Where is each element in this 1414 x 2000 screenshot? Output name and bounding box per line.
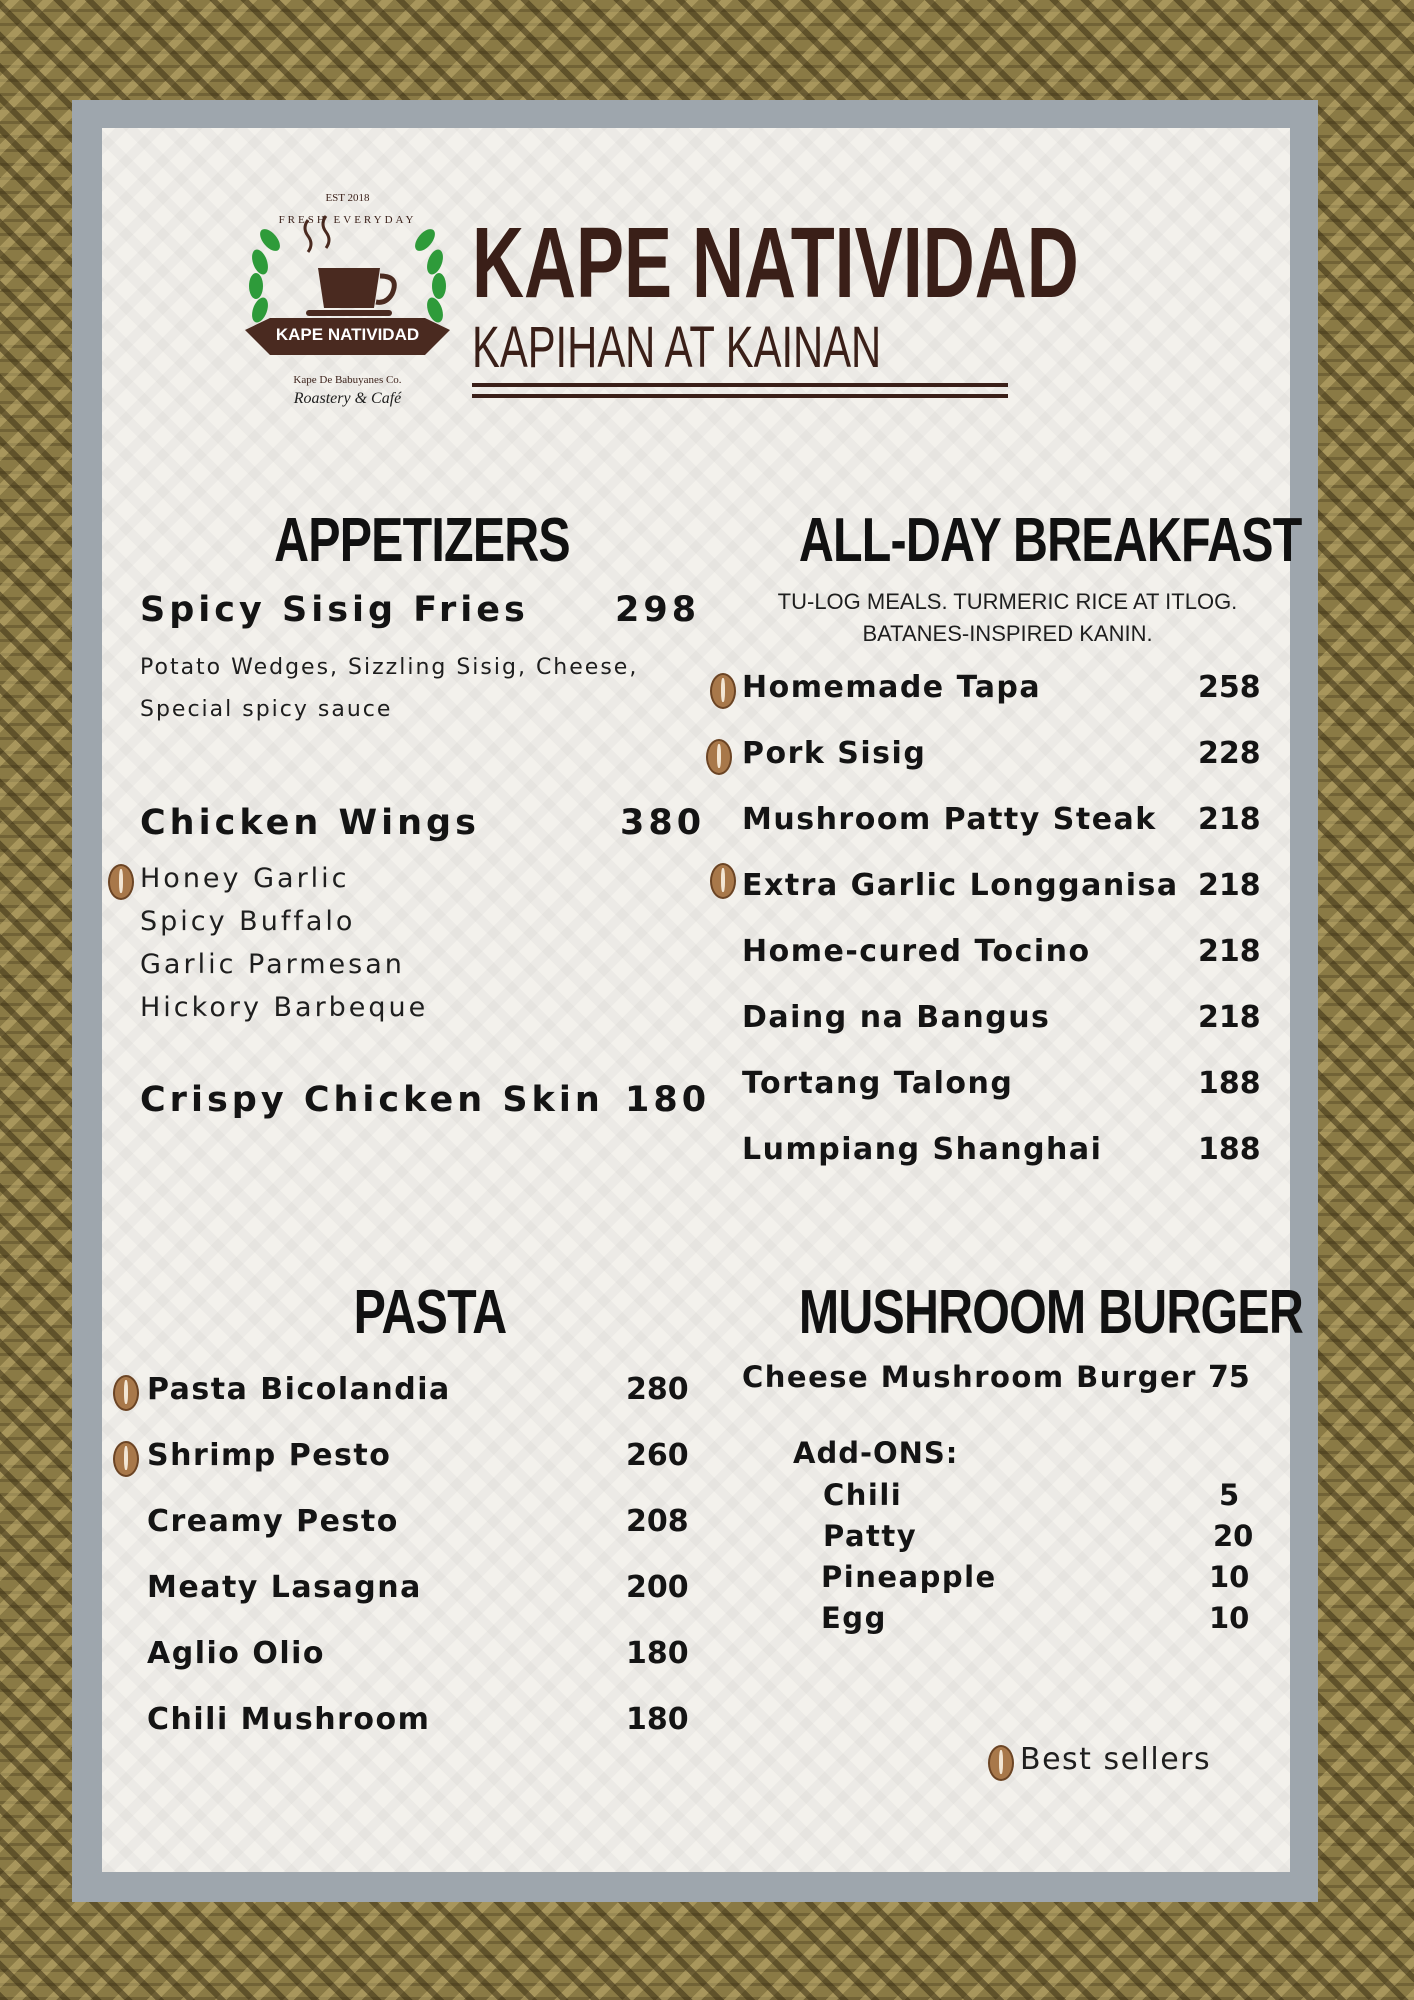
best-seller-bean-icon (113, 1375, 139, 1411)
wing-flavor: Hickory Barbeque (140, 992, 429, 1023)
logo-est: EST 2018 (325, 192, 370, 204)
menu-item-meaty-lasagna: Meaty Lasagna (147, 1570, 422, 1605)
menu-item-lumpiang-shanghai: Lumpiang Shanghai (742, 1132, 1103, 1167)
title-divider-2 (472, 394, 1008, 398)
breakfast-title: ALL-DAY BREAKFAST (798, 506, 1302, 575)
price-tortang-talong: 188 (1198, 1066, 1261, 1101)
price-extra-garlic-longganisa: 218 (1198, 868, 1261, 903)
price-meaty-lasagna: 200 (626, 1570, 689, 1605)
price-chicken-wings: 380 (620, 803, 706, 843)
menu-item-chicken-wings: Chicken Wings (140, 803, 480, 843)
price-shrimp-pesto: 260 (626, 1438, 689, 1473)
burger-title: MUSHROOM BURGER (798, 1278, 1303, 1347)
logo-company: Kape De Babuyanes Co. (293, 374, 402, 386)
price-creamy-pesto: 208 (626, 1504, 689, 1539)
coffee-bean-icon (988, 1745, 1014, 1781)
item-desc-line: Special spicy sauce (140, 697, 393, 722)
menu-item-homemade-tapa: Homemade Tapa (742, 670, 1042, 705)
best-seller-bean-icon (710, 673, 736, 709)
addon-price-chili: 5 (1219, 1478, 1240, 1512)
price-pasta-bicolandia: 280 (626, 1372, 689, 1407)
menu-item-home-cured-tocino: Home-cured Tocino (742, 934, 1091, 969)
best-seller-bean-icon (706, 739, 732, 775)
menu-item-tortang-talong: Tortang Talong (742, 1066, 1014, 1101)
addon-egg: Egg (821, 1601, 887, 1635)
page-title: KAPE NATIVIDAD (472, 207, 1079, 319)
menu-item-aglio-olio: Aglio Olio (147, 1636, 325, 1671)
addon-price-pineapple: 10 (1209, 1560, 1250, 1594)
price-lumpiang-shanghai: 188 (1198, 1132, 1261, 1167)
addon-price-egg: 10 (1209, 1601, 1250, 1635)
best-seller-bean-icon (113, 1441, 139, 1477)
best-seller-bean-icon (710, 863, 736, 899)
appetizers-title: APPETIZERS (274, 506, 570, 575)
logo-arc-text: FRESH EVERYDAY (278, 214, 417, 226)
menu-item-pork-sisig: Pork Sisig (742, 736, 927, 771)
price-spicy-sisig-fries: 298 (615, 590, 701, 630)
breakfast-note: BATANES-INSPIRED KANIN. (862, 621, 1153, 646)
addon-pineapple: Pineapple (821, 1560, 997, 1594)
addons-label: Add-ONS: (793, 1436, 959, 1470)
addon-patty: Patty (823, 1519, 918, 1553)
addon-price-patty: 20 (1213, 1519, 1254, 1553)
wing-flavor: Garlic Parmesan (140, 949, 405, 980)
price-crispy-chicken-skin: 180 (625, 1080, 711, 1120)
item-desc-line: Potato Wedges, Sizzling Sisig, Cheese, (140, 655, 639, 680)
menu-item-creamy-pesto: Creamy Pesto (147, 1504, 399, 1539)
price-mushroom-patty-steak: 218 (1198, 802, 1261, 837)
wing-flavor: Honey Garlic (140, 863, 350, 894)
pasta-title: PASTA (353, 1278, 507, 1347)
best-seller-bean-icon (108, 864, 134, 900)
menu-item-daing-na-bangus: Daing na Bangus (742, 1000, 1051, 1035)
page-subtitle: KAPIHAN AT KAINAN (472, 315, 882, 380)
menu-item-shrimp-pesto: Shrimp Pesto (147, 1438, 392, 1473)
menu-item-spicy-sisig-fries: Spicy Sisig Fries (140, 590, 529, 630)
brand-logo (240, 190, 455, 415)
menu-item-cheese-mushroom-burger: Cheese Mushroom Burger (742, 1360, 1197, 1394)
addon-chili: Chili (823, 1478, 903, 1512)
menu-item-mushroom-patty-steak: Mushroom Patty Steak (742, 802, 1157, 837)
price-daing-na-bangus: 218 (1198, 1000, 1261, 1035)
wing-flavor: Spicy Buffalo (140, 906, 356, 937)
menu-item-chili-mushroom: Chili Mushroom (147, 1702, 431, 1737)
menu-item-pasta-bicolandia: Pasta Bicolandia (147, 1372, 451, 1407)
logo-tagline: Roastery & Café (293, 390, 402, 407)
menu-item-crispy-chicken-skin: Crispy Chicken Skin (140, 1080, 604, 1120)
price-aglio-olio: 180 (626, 1636, 689, 1671)
menu-item-extra-garlic-longganisa: Extra Garlic Longganisa (742, 868, 1179, 903)
breakfast-note: TU-LOG MEALS. TURMERIC RICE AT ITLOG. (777, 589, 1238, 614)
price-cheese-mushroom-burger: 75 (1208, 1360, 1250, 1395)
price-pork-sisig: 228 (1198, 736, 1261, 771)
price-homemade-tapa: 258 (1198, 670, 1261, 705)
title-divider (472, 383, 1008, 387)
price-chili-mushroom: 180 (626, 1702, 689, 1737)
best-sellers-legend: Best sellers (1020, 1742, 1212, 1777)
logo-banner-text: KAPE NATIVIDAD (275, 325, 420, 344)
price-home-cured-tocino: 218 (1198, 934, 1261, 969)
